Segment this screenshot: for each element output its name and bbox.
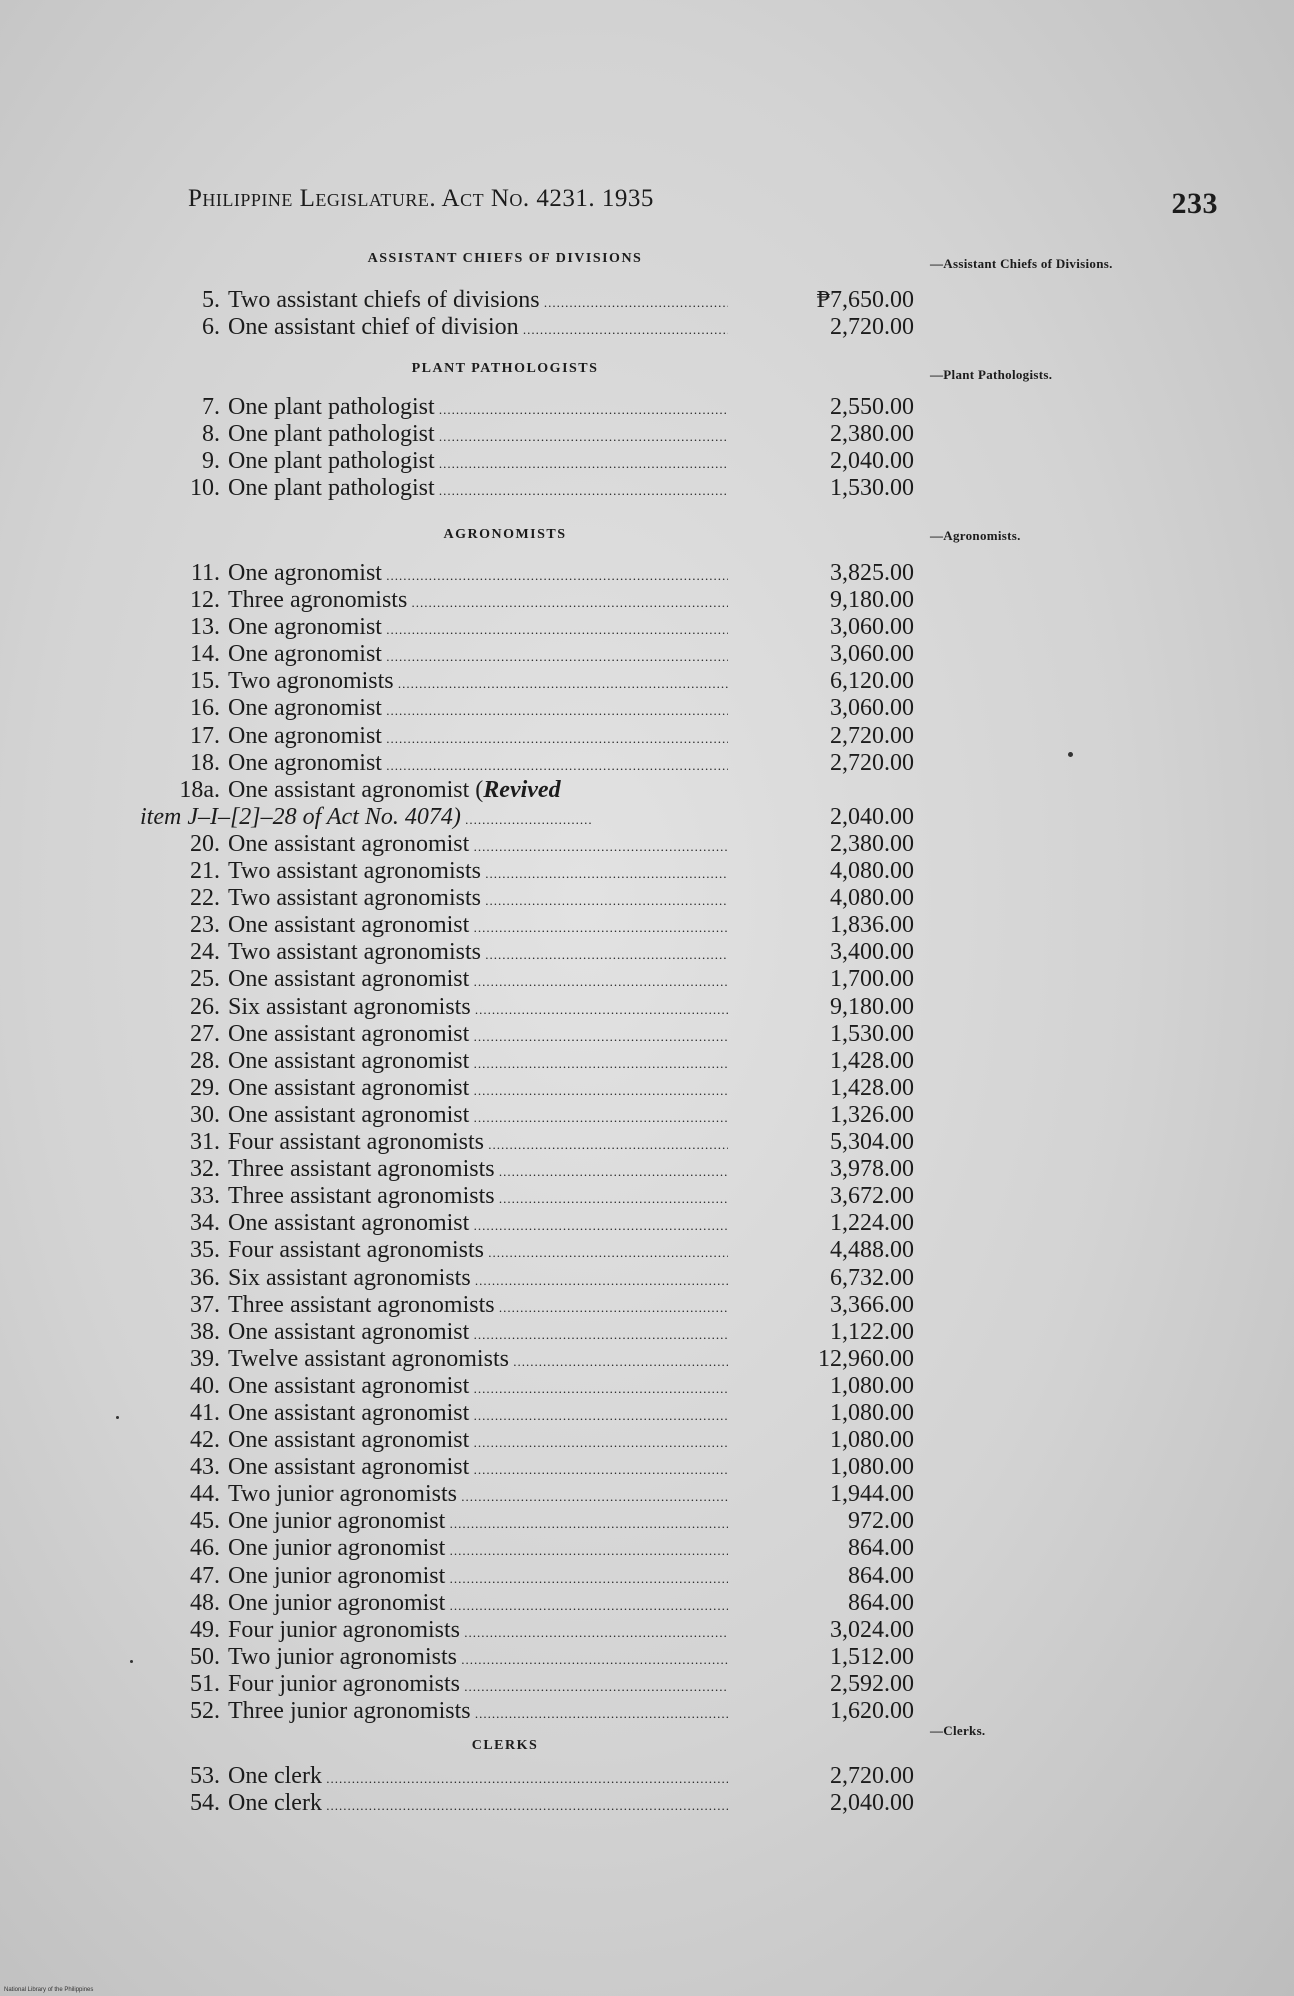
item-number: 41.	[190, 1399, 220, 1426]
item-number: 21.	[190, 858, 220, 885]
line-item	[0, 858, 1294, 885]
item-number: 35.	[190, 1237, 220, 1264]
item-amount: 1,080.00	[830, 1454, 914, 1481]
line-item	[0, 994, 1294, 1021]
item-amount: 1,530.00	[830, 475, 914, 502]
item-list	[0, 287, 1294, 341]
item-number: 16.	[190, 695, 220, 722]
item-amount: 3,825.00	[830, 560, 914, 586]
item-description: Two junior agronomists .....	[228, 1644, 728, 1673]
item-number: 46.	[190, 1535, 220, 1562]
item-description: One assistant agronomist .....	[228, 1400, 728, 1429]
item-amount: 3,366.00	[830, 1291, 914, 1318]
item-amount: 2,040.00	[830, 804, 914, 830]
item-number: 18a.	[179, 777, 220, 803]
item-description: Six assistant agronomists .....	[228, 994, 728, 1023]
item-number: 30.	[190, 1101, 220, 1128]
item-list	[0, 394, 1294, 502]
item-amount: 9,180.00	[830, 993, 914, 1020]
item-number: 17.	[190, 722, 220, 749]
item-number: 29.	[190, 1074, 220, 1101]
item-description: One assistant agronomist .....	[228, 1021, 728, 1050]
line-item	[0, 1346, 1294, 1373]
item-number: 25.	[190, 966, 220, 993]
item-number: 15.	[190, 668, 220, 695]
item-amount: 5,304.00	[830, 1129, 914, 1156]
line-item	[0, 1644, 1294, 1671]
line-item	[0, 287, 1294, 314]
item-number: 36.	[190, 1264, 220, 1291]
item-number: 39.	[190, 1345, 220, 1372]
item-amount: 1,326.00	[830, 1101, 914, 1128]
item-number: 31.	[190, 1129, 220, 1156]
item-description: Four assistant agronomists .....	[228, 1129, 728, 1158]
item-amount: 4,080.00	[830, 858, 914, 885]
item-amount: 4,488.00	[830, 1237, 914, 1264]
item-description: One agronomist .....	[228, 750, 728, 779]
line-item	[0, 1427, 1294, 1454]
line-item	[0, 1563, 1294, 1590]
item-amount: 3,400.00	[830, 939, 914, 966]
item-description: Two assistant agronomists .....	[228, 858, 728, 887]
line-item	[0, 1535, 1294, 1562]
item-description-text: One assistant agronomist (	[228, 777, 484, 803]
item-number: 38.	[190, 1318, 220, 1345]
item-description: One assistant chief of division .....	[228, 314, 728, 343]
item-description: One clerk .....	[228, 1790, 728, 1819]
line-item	[0, 1021, 1294, 1048]
scan-speck	[1068, 752, 1073, 757]
item-description: Two agronomists .....	[228, 668, 728, 697]
line-item	[0, 1698, 1294, 1725]
margin-note: —Agronomists.	[930, 528, 1021, 543]
page-number: 233	[1171, 187, 1218, 220]
item-number: 9.	[202, 448, 220, 475]
line-item	[0, 695, 1294, 722]
scan-speck	[130, 1660, 133, 1663]
item-number: 20.	[190, 831, 220, 857]
item-amount: 12,960.00	[818, 1345, 914, 1372]
line-item	[0, 1400, 1294, 1427]
margin-note: —Plant Pathologists.	[930, 367, 1053, 382]
item-number: 8.	[202, 421, 220, 448]
item-amount: 864.00	[848, 1535, 914, 1562]
item-amount: 2,592.00	[830, 1670, 914, 1697]
item-description-italic: Revived	[483, 777, 561, 803]
item-amount: 1,224.00	[830, 1210, 914, 1237]
section-heading: ASSISTANT CHIEFS OF DIVISIONS	[367, 251, 643, 266]
item-amount: 1,122.00	[830, 1318, 914, 1345]
item-description: One assistant agronomist .....	[228, 1075, 728, 1104]
line-item	[0, 966, 1294, 993]
item-amount: 9,180.00	[830, 587, 914, 614]
item-number: 47.	[190, 1562, 220, 1589]
item-description: One junior agronomist .....	[228, 1563, 728, 1592]
item-amount: 2,380.00	[830, 831, 914, 857]
line-item	[0, 641, 1294, 668]
line-item	[0, 560, 1294, 587]
item-amount: 1,836.00	[830, 912, 914, 939]
item-description: One assistant agronomist .....	[228, 1454, 728, 1483]
item-amount: 3,672.00	[830, 1183, 914, 1210]
item-number: 18.	[190, 749, 220, 776]
item-amount: 6,732.00	[830, 1264, 914, 1291]
item-amount: 2,720.00	[830, 314, 914, 341]
item-list	[0, 1763, 1294, 1817]
line-item	[0, 1617, 1294, 1644]
line-item	[0, 1292, 1294, 1319]
line-item	[0, 1048, 1294, 1075]
line-item	[0, 1481, 1294, 1508]
item-amount: 1,080.00	[830, 1399, 914, 1426]
item-description: One agronomist .....	[228, 695, 728, 724]
item-description: One plant pathologist .....	[228, 475, 728, 504]
line-item	[0, 1590, 1294, 1617]
item-description: One plant pathologist .....	[228, 394, 728, 423]
item-number: 28.	[190, 1047, 220, 1074]
section-heading: CLERKS	[471, 1738, 539, 1753]
line-item	[0, 1237, 1294, 1264]
item-description: One plant pathologist .....	[228, 421, 728, 450]
item-description: One assistant agronomist .....	[228, 1319, 728, 1348]
item-description: Three assistant agronomists .....	[228, 1156, 728, 1185]
section-heading: AGRONOMISTS	[443, 527, 567, 542]
item-description: One junior agronomist .....	[228, 1535, 728, 1564]
line-item	[0, 614, 1294, 641]
line-item	[0, 1454, 1294, 1481]
item-number: 33.	[190, 1183, 220, 1210]
item-description: One assistant agronomist .....	[228, 1427, 728, 1456]
item-amount: 2,040.00	[830, 1790, 914, 1817]
item-number: 24.	[190, 939, 220, 966]
item-number: 45.	[190, 1508, 220, 1535]
item-number: 34.	[190, 1210, 220, 1237]
item-description: One agronomist .....	[228, 723, 728, 752]
item-number: 14.	[190, 641, 220, 668]
item-amount: 1,428.00	[830, 1074, 914, 1101]
line-item	[0, 885, 1294, 912]
item-amount: 3,024.00	[830, 1616, 914, 1643]
item-amount: 864.00	[848, 1562, 914, 1589]
item-number: 50.	[190, 1643, 220, 1670]
line-item	[0, 750, 1294, 777]
line-item	[0, 723, 1294, 750]
item-number: 11.	[190, 560, 220, 586]
item-description: Two assistant chiefs of divisions .....	[228, 287, 728, 316]
item-description: Six assistant agronomists .....	[228, 1265, 728, 1294]
item-description: One assistant agronomist .....	[228, 912, 728, 941]
item-list	[0, 560, 1294, 777]
line-item	[0, 587, 1294, 614]
line-item	[0, 1156, 1294, 1183]
line-item	[0, 394, 1294, 421]
item-number: 12.	[190, 587, 220, 614]
item-description: Two assistant agronomists .....	[228, 939, 728, 968]
item-amount: 864.00	[848, 1589, 914, 1616]
item-amount: 3,060.00	[830, 614, 914, 641]
item-number: 43.	[190, 1454, 220, 1481]
item-description: One assistant agronomist .....	[228, 1373, 728, 1402]
item-description: Two assistant agronomists .....	[228, 885, 728, 914]
item-description	[228, 777, 828, 806]
item-amount: 2,040.00	[830, 448, 914, 475]
line-item	[0, 448, 1294, 475]
item-description: One junior agronomist .....	[228, 1508, 728, 1537]
line-item	[0, 1265, 1294, 1292]
line-item	[0, 1210, 1294, 1237]
item-description: One assistant agronomist .....	[228, 966, 728, 995]
item-number: 52.	[190, 1698, 220, 1724]
item-list	[0, 831, 1294, 1725]
item-description: Four assistant agronomists .....	[228, 1237, 728, 1266]
item-description: Three assistant agronomists .....	[228, 1292, 728, 1321]
line-item	[0, 668, 1294, 695]
item-amount: 1,530.00	[830, 1020, 914, 1047]
item-description: One assistant agronomist .....	[228, 831, 728, 860]
item-number: 6.	[202, 314, 220, 341]
item-amount: 972.00	[848, 1508, 914, 1535]
item-description: Three junior agronomists .....	[228, 1698, 728, 1727]
item-amount: 1,944.00	[830, 1481, 914, 1508]
line-item	[0, 475, 1294, 502]
line-item	[0, 912, 1294, 939]
item-description: Twelve assistant agronomists .....	[228, 1346, 728, 1375]
item-number: 26.	[190, 993, 220, 1020]
item-description: Three agronomists .....	[228, 587, 728, 616]
section-heading: PLANT PATHOLOGISTS	[411, 361, 599, 376]
item-amount: 2,720.00	[830, 1763, 914, 1789]
item-description: Four junior agronomists .....	[228, 1671, 728, 1700]
item-number: 22.	[190, 885, 220, 912]
item-amount: 4,080.00	[830, 885, 914, 912]
item-number: 37.	[190, 1291, 220, 1318]
line-item	[0, 1790, 1294, 1817]
item-description: Four junior agronomists .....	[228, 1617, 728, 1646]
item-amount: 1,620.00	[830, 1698, 914, 1724]
item-amount: 6,120.00	[830, 668, 914, 695]
item-description: One agronomist .....	[228, 560, 728, 589]
item-number: 10.	[190, 475, 220, 502]
item-amount: 2,550.00	[830, 394, 914, 420]
item-number: 44.	[190, 1481, 220, 1508]
item-amount: 1,080.00	[830, 1427, 914, 1454]
item-description: One assistant agronomist .....	[228, 1048, 728, 1077]
item-number: 27.	[190, 1020, 220, 1047]
line-item	[0, 1508, 1294, 1535]
item-amount: 3,978.00	[830, 1156, 914, 1183]
scan-speck	[116, 1416, 119, 1419]
item-description: One agronomist .....	[228, 641, 728, 670]
line-item	[0, 1319, 1294, 1346]
running-title: Philippine Legislature. Act No. 4231. 1935	[188, 185, 654, 212]
line-item	[0, 1373, 1294, 1400]
line-item	[0, 1763, 1294, 1790]
line-item	[0, 1102, 1294, 1129]
item-description: One plant pathologist .....	[228, 448, 728, 477]
item-amount: ₱7,650.00	[816, 287, 914, 313]
line-item	[0, 1183, 1294, 1210]
item-number: 13.	[190, 614, 220, 641]
item-amount: 1,428.00	[830, 1047, 914, 1074]
item-amount: 3,060.00	[830, 695, 914, 722]
item-continuation: item J–I–[2]–28 of Act No. 4074) .....	[140, 804, 593, 833]
item-number: 48.	[190, 1589, 220, 1616]
line-item	[0, 421, 1294, 448]
item-description: One assistant agronomist .....	[228, 1102, 728, 1131]
item-description: Two junior agronomists .....	[228, 1481, 728, 1510]
item-number: 42.	[190, 1427, 220, 1454]
item-amount: 1,700.00	[830, 966, 914, 993]
line-item	[0, 831, 1294, 858]
line-item	[0, 1075, 1294, 1102]
item-number: 7.	[202, 394, 220, 420]
item-amount: 2,720.00	[830, 749, 914, 776]
item-amount: 3,060.00	[830, 641, 914, 668]
item-number: 40.	[190, 1372, 220, 1399]
item-description: One clerk .....	[228, 1763, 728, 1792]
item-amount: 1,080.00	[830, 1372, 914, 1399]
line-item	[0, 1129, 1294, 1156]
line-item	[0, 939, 1294, 966]
footer-credit: National Library of the Philippines	[4, 1987, 94, 1993]
special-item	[0, 777, 1294, 831]
line-item	[0, 1671, 1294, 1698]
margin-note: —Assistant Chiefs of Divisions.	[930, 256, 1113, 271]
item-number: 32.	[190, 1156, 220, 1183]
item-number: 23.	[190, 912, 220, 939]
margin-note: —Clerks.	[930, 1723, 986, 1738]
item-number: 54.	[190, 1790, 220, 1817]
item-amount: 2,380.00	[830, 421, 914, 448]
item-description: One agronomist .....	[228, 614, 728, 643]
item-number: 49.	[190, 1616, 220, 1643]
item-description: One junior agronomist .....	[228, 1590, 728, 1619]
line-item	[0, 314, 1294, 341]
item-number: 51.	[190, 1670, 220, 1697]
item-description: Three assistant agronomists .....	[228, 1183, 728, 1212]
item-number: 5.	[202, 287, 220, 313]
item-number: 53.	[190, 1763, 220, 1789]
item-amount: 1,512.00	[830, 1643, 914, 1670]
item-amount: 2,720.00	[830, 722, 914, 749]
item-description: One assistant agronomist .....	[228, 1210, 728, 1239]
